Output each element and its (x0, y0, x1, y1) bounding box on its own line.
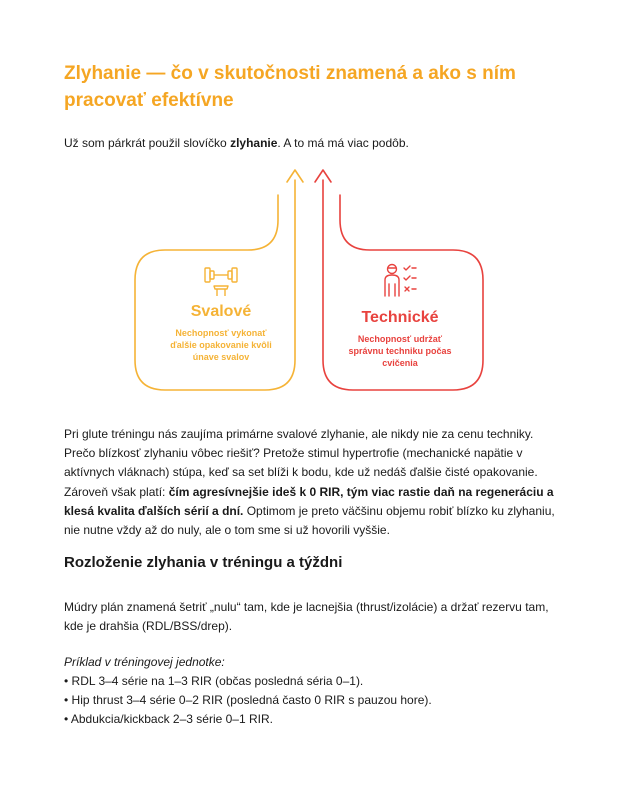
muscular-failure-desc: Nechopnosť vykonať ďalšie opakovanie kvôli únave svalov (170, 328, 272, 362)
body-paragraph-2: Múdry plán znamená šetriť „nulu“ tam, kde je lacnejšia (thrust/izolácie) a držať rezervu tam, kde je drahšia (RDL/BSS/drep). (64, 600, 549, 634)
body-paragraph-1 (64, 425, 564, 540)
paragraph1-text: Pri glute tréningu nás zaujíma primárne svalové zlyhanie, ale nikdy nie za cenu techniky. Prečo blízkosť zlyhaniu vôbec riešiť? Pretože stimul hypertrofie (mechanické napätie v aktívnych vláknach) stúpa, keď sa set blíži k bodu, kde už nedáš ďalšie čisté opakovanie. Zároveň však platí: (64, 427, 538, 499)
intro-bold-term: zlyhanie (230, 136, 278, 150)
muscular-failure-card (165, 302, 277, 363)
list-item: • Abdukcia/kickback 2–3 série 0–1 RIR. (64, 710, 432, 729)
failure-types-diagram (0, 160, 618, 405)
list-item: • RDL 3–4 série na 1–3 RIR (občas posledná séria 0–1). (64, 672, 432, 691)
coach-checklist-icon (385, 265, 416, 297)
muscular-failure-title: Svalové (190, 303, 252, 320)
intro-text-end: . A to má má viac podôb. (277, 136, 409, 150)
page-title: Zlyhanie — čo v skutočnosti znamená a ako s ním pracovať efektívne (64, 63, 516, 111)
intro-text: Už som párkrát použil slovíčko (64, 136, 231, 150)
diagram-outline (0, 160, 618, 405)
technical-failure-desc: Nechopnosť udržať správnu techniku počas cvičenia (348, 334, 452, 368)
section-heading: Rozloženie zlyhania v tréningu a týždni (64, 554, 343, 571)
example-label: Príklad v tréningovej jednotke: (64, 655, 225, 669)
paragraph1-text-end: Optimom je preto väčšinu objemu robiť blízko ku zlyhaniu, nie nutne vždy až do nuly, ale o tom sme si už hovorili vyššie. (64, 503, 555, 538)
barbell-icon (205, 268, 237, 296)
technical-failure-card (344, 308, 456, 369)
list-item: • Hip thrust 3–4 série 0–2 RIR (posledná často 0 RIR s pauzou hore). (64, 691, 432, 710)
example-list (64, 672, 432, 729)
technical-failure-title: Technické (361, 309, 439, 326)
intro-paragraph (64, 135, 409, 152)
paragraph1-bold: čím agresívnejšie ideš k 0 RIR, tým viac rastie daň na regeneráciu a klesá kvalita ďalších sérií a dní. (64, 484, 554, 518)
